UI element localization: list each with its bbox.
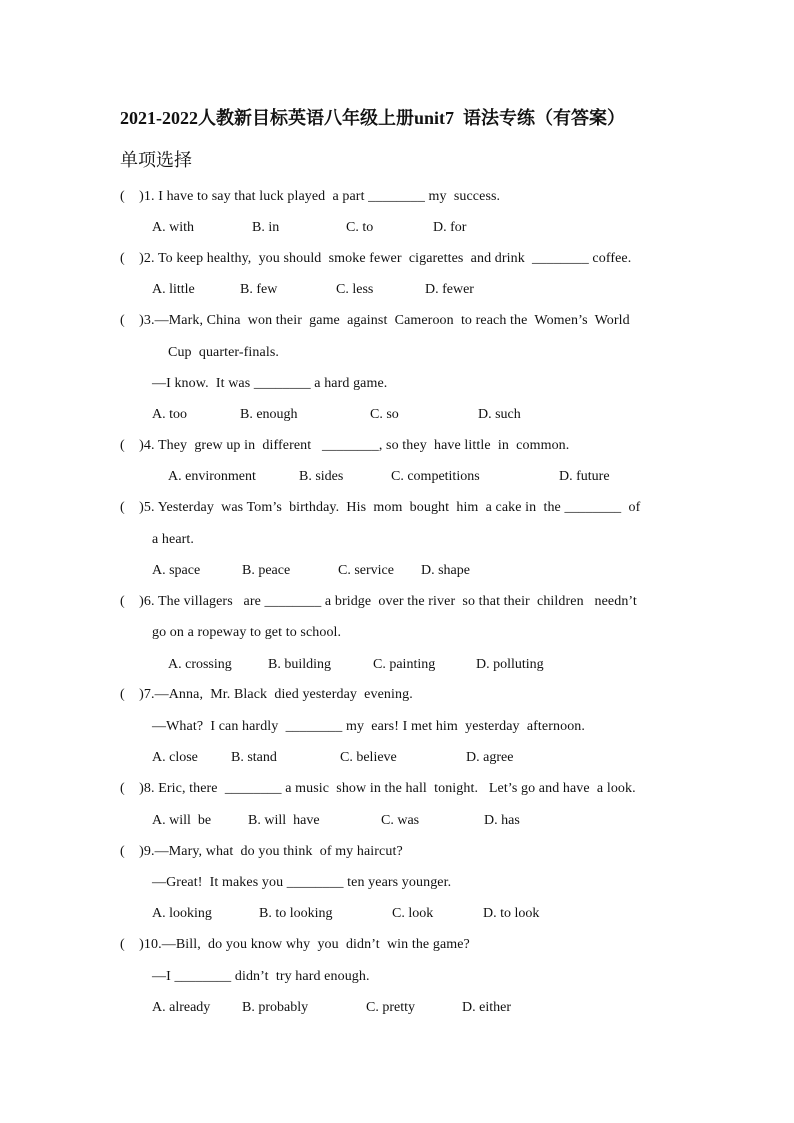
question-8-option-c: C. was xyxy=(381,813,420,828)
question-5-stem-line-1: ( )5. Yesterday was Tom’s birthday. His mom bought him a cake in the ________ of xyxy=(120,500,641,515)
question-9-option-d: D. to look xyxy=(483,906,540,921)
question-2-stem: ( )2. To keep healthy, you should smoke fewer cigarettes and drink ________ coffee. xyxy=(120,251,632,266)
question-4-option-b: B. sides xyxy=(299,469,344,484)
question-2-option-a: A. little xyxy=(152,282,195,297)
question-1-option-b: B. in xyxy=(252,220,280,235)
question-10-option-c: C. pretty xyxy=(366,1000,415,1015)
question-8-stem: ( )8. Eric, there ________ a music show in the hall tonight. Let’s go and have a look. xyxy=(120,781,636,796)
question-7-option-a: A. close xyxy=(152,750,198,765)
question-9-stem-line-1: ( )9.—Mary, what do you think of my haircut? xyxy=(120,844,403,859)
question-5-option-c: C. service xyxy=(338,563,394,578)
question-6-option-b: B. building xyxy=(268,657,332,672)
question-4-option-d: D. future xyxy=(559,469,610,484)
question-3-stem-line-1: ( )3.—Mark, China won their game against Cameroon to reach the Women’s World xyxy=(120,313,630,328)
question-6-option-c: C. painting xyxy=(373,657,436,672)
question-9-option-a: A. looking xyxy=(152,906,212,921)
question-9-stem-line-2: —Great! It makes you ________ ten years younger. xyxy=(152,875,452,890)
question-3-option-a: A. too xyxy=(152,407,187,422)
question-8-option-a: A. will be xyxy=(152,813,212,828)
question-6-stem-line-1: ( )6. The villagers are ________ a bridge over the river so that their children needn’t xyxy=(120,594,637,609)
question-2-option-b: B. few xyxy=(240,282,278,297)
question-1-option-a: A. with xyxy=(152,220,194,235)
question-8-option-b: B. will have xyxy=(248,813,320,828)
question-10-option-d: D. either xyxy=(462,1000,511,1015)
question-4-option-c: C. competitions xyxy=(391,469,480,484)
section-heading: 单项选择 xyxy=(120,150,192,170)
question-3-option-c: C. so xyxy=(370,407,399,422)
question-8-option-d: D. has xyxy=(484,813,520,828)
question-7-option-d: D. agree xyxy=(466,750,514,765)
question-1-stem: ( )1. I have to say that luck played a part ________ my success. xyxy=(120,189,501,204)
question-7-stem-line-2: —What? I can hardly ________ my ears! I met him yesterday afternoon. xyxy=(152,719,585,734)
question-6-option-d: D. polluting xyxy=(476,657,544,672)
question-6-stem-line-2: go on a ropeway to get to school. xyxy=(152,625,342,640)
question-2-option-c: C. less xyxy=(336,282,374,297)
question-10-stem-line-1: ( )10.—Bill, do you know why you didn’t win the game? xyxy=(120,937,470,952)
question-7-option-b: B. stand xyxy=(231,750,277,765)
question-5-stem-line-2: a heart. xyxy=(152,532,194,547)
question-10-stem-line-2: —I ________ didn’t try hard enough. xyxy=(152,969,370,984)
question-5-option-d: D. shape xyxy=(421,563,470,578)
question-7-stem-line-1: ( )7.—Anna, Mr. Black died yesterday evening. xyxy=(120,687,413,702)
question-9-option-c: C. look xyxy=(392,906,434,921)
question-3-option-d: D. such xyxy=(478,407,521,422)
document-title: 2021-2022人教新目标英语八年级上册unit7 语法专练（有答案） xyxy=(120,108,626,128)
question-5-option-b: B. peace xyxy=(242,563,291,578)
question-3-option-b: B. enough xyxy=(240,407,298,422)
question-7-option-c: C. believe xyxy=(340,750,397,765)
question-4-option-a: A. environment xyxy=(168,469,256,484)
question-6-option-a: A. crossing xyxy=(168,657,232,672)
question-3-stem-line-2: Cup quarter-finals. xyxy=(168,345,279,360)
question-1-option-c: C. to xyxy=(346,220,374,235)
question-1-option-d: D. for xyxy=(433,220,467,235)
question-4-stem: ( )4. They grew up in different ________, so they have little in common. xyxy=(120,438,570,453)
question-10-option-a: A. already xyxy=(152,1000,211,1015)
question-9-option-b: B. to looking xyxy=(259,906,333,921)
question-10-option-b: B. probably xyxy=(242,1000,309,1015)
question-2-option-d: D. fewer xyxy=(425,282,474,297)
question-5-option-a: A. space xyxy=(152,563,201,578)
question-3-stem-line-3: —I know. It was ________ a hard game. xyxy=(152,376,388,391)
